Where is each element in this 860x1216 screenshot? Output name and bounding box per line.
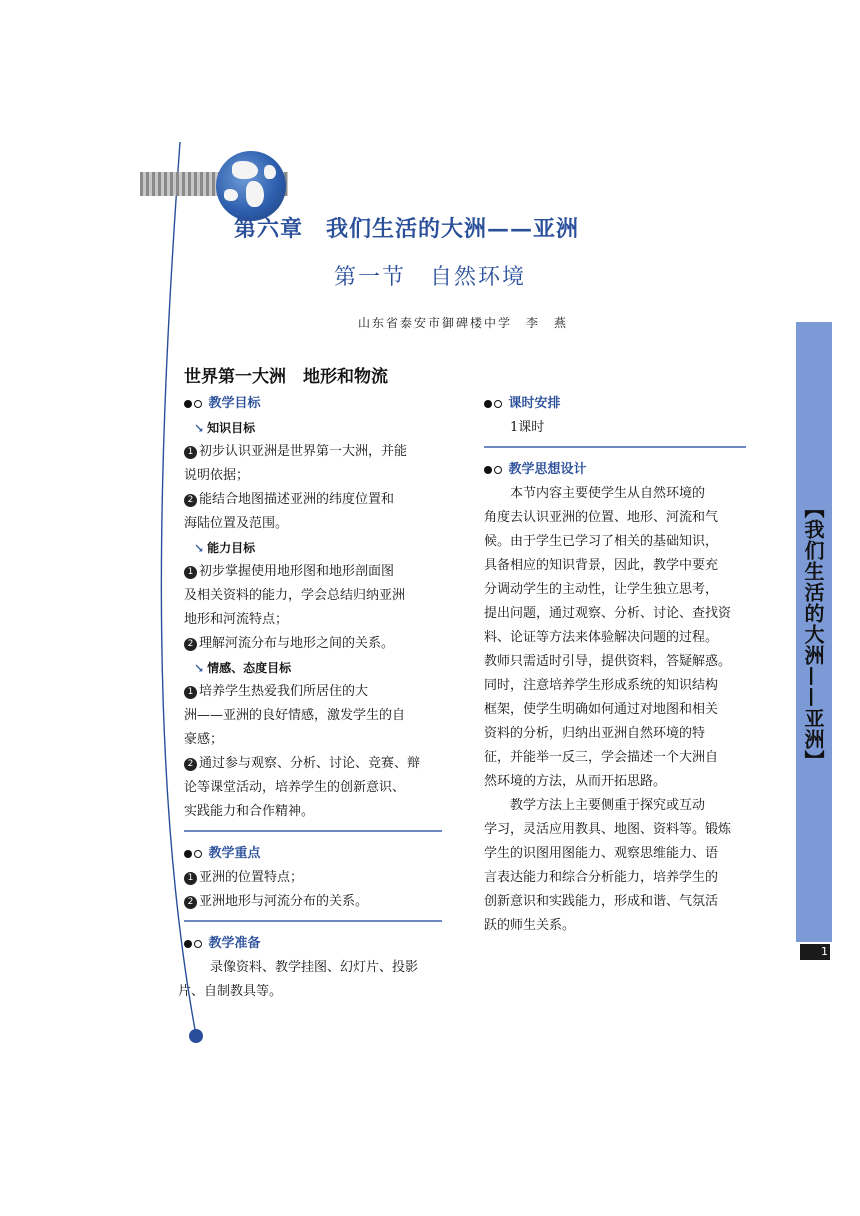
arrow-icon: ↘	[194, 541, 205, 555]
list-item-cont: 说明依据；	[184, 468, 250, 483]
paragraph-line: 然环境的方法，从而开拓思路。	[484, 774, 667, 789]
divider	[484, 446, 746, 448]
filled-dot-icon	[484, 400, 492, 408]
list-item-cont: 海陆位置及范围。	[184, 516, 289, 531]
arrow-icon: ↘	[194, 421, 205, 435]
sidebar-chapter-label: 【我们生活的大洲——亚洲】	[801, 498, 825, 771]
section-heading-schedule: 课时安排	[484, 392, 746, 416]
subheading-ability: ↘ 能力目标	[194, 541, 256, 555]
list-item: 2 通过参与观察、分析、讨论、竞赛、辩	[184, 752, 442, 776]
design-paragraph-2	[484, 794, 746, 938]
hollow-dot-icon	[494, 400, 502, 408]
list-item-cont: 地形和河流特点；	[184, 612, 289, 627]
page-number: 1	[800, 944, 830, 960]
paragraph-line: 学习，灵活应用教具、地图、资料等。锻炼	[484, 822, 732, 837]
chapter-title: 第六章 我们生活的大洲——亚洲	[234, 216, 580, 242]
paragraph-line: 分调动学生的主动性，让学生独立思考，	[484, 582, 719, 597]
hollow-dot-icon	[194, 940, 202, 948]
paragraph-line: 资料的分析，归纳出亚洲自然环境的特	[484, 726, 706, 741]
paragraph-line: 跃的师生关系。	[484, 918, 576, 933]
design-paragraph-1	[484, 482, 746, 794]
list-item: 1 初步认识亚洲是世界第一大洲，并能	[184, 440, 442, 464]
hollow-dot-icon	[194, 400, 202, 408]
paragraph-line: 同时，注意培养学生形成系统的知识结构	[484, 678, 719, 693]
paragraph-line: 言表达能力和综合分析能力，培养学生的	[484, 870, 719, 885]
paragraph-line: 框架，使学生明确如何通过对地图和相关	[484, 702, 719, 717]
paragraph-line: 教师只需适时引导，提供资料，答疑解惑。	[484, 654, 732, 669]
paragraph-line: 录像资料、教学挂图、幻灯片、投影	[210, 960, 419, 975]
list-item-cont: 实践能力和合作精神。	[184, 804, 315, 819]
list-item: 1 亚洲的位置特点；	[184, 866, 442, 890]
subheading-knowledge: ↘ 知识目标	[194, 421, 256, 435]
list-item-cont: 论等课堂活动，培养学生的创新意识、	[184, 780, 406, 795]
section-heading-goals: 教学目标	[184, 392, 442, 416]
list-item-cont: 豪感；	[184, 732, 224, 747]
hollow-dot-icon	[194, 850, 202, 858]
filled-dot-icon	[184, 940, 192, 948]
paragraph-line: 角度去认识亚洲的位置、地形、河流和气	[484, 510, 719, 525]
paragraph-line: 料、论证等方法来体验解决问题的过程。	[484, 630, 719, 645]
section-heading-key-points: 教学重点	[184, 842, 442, 866]
list-item: 2 能结合地图描述亚洲的纬度位置和	[184, 488, 442, 512]
hollow-dot-icon	[494, 466, 502, 474]
arrow-icon: ↘	[194, 661, 205, 675]
paragraph-line: 本节内容主要使学生从自然环境的	[510, 486, 706, 501]
section-title: 第一节 自然环境	[334, 265, 527, 290]
list-item: 1 培养学生热爱我们所居住的大	[184, 680, 442, 704]
divider	[184, 830, 442, 832]
paragraph-line: 学生的识图用图能力、观察思维能力、语	[484, 846, 719, 861]
divider	[184, 920, 442, 922]
left-column	[178, 392, 442, 1004]
author-line: 山东省泰安市御碑楼中学 李 燕	[358, 316, 569, 330]
section-heading-preparation: 教学准备	[184, 932, 442, 956]
schedule-text: 1课时	[510, 420, 545, 435]
list-item-cont: 洲——亚洲的良好情感，激发学生的自	[184, 708, 406, 723]
paragraph-line: 创新意识和实践能力，形成和谐、气氛活	[484, 894, 719, 909]
section-heading-design: 教学思想设计	[484, 458, 746, 482]
filled-dot-icon	[184, 400, 192, 408]
paragraph-line: 片、自制教具等。	[178, 984, 283, 999]
filled-dot-icon	[484, 466, 492, 474]
paragraph-line: 征，并能举一反三，学会描述一个大洲自	[484, 750, 719, 765]
list-item: 1 初步掌握使用地形图和地形剖面图	[184, 560, 442, 584]
right-column	[484, 392, 746, 938]
list-item-cont: 及相关资料的能力，学会总结归纳亚洲	[184, 588, 406, 603]
paragraph-line: 提出问题，通过观察、分析、讨论、查找资	[484, 606, 732, 621]
list-item: 2 亚洲地形与河流分布的关系。	[184, 890, 442, 914]
subheading-emotion: ↘ 情感、态度目标	[194, 661, 292, 675]
filled-dot-icon	[184, 850, 192, 858]
globe-icon	[216, 151, 286, 221]
paragraph-line: 教学方法上主要侧重于探究或互动	[510, 798, 706, 813]
paragraph-line: 具备相应的知识背景，因此，教学中要充	[484, 558, 719, 573]
lesson-title: 世界第一大洲 地形和物流	[184, 367, 388, 387]
list-item: 2 理解河流分布与地形之间的关系。	[184, 632, 442, 656]
paragraph-line: 候。由于学生已学习了相关的基础知识，	[484, 534, 719, 549]
